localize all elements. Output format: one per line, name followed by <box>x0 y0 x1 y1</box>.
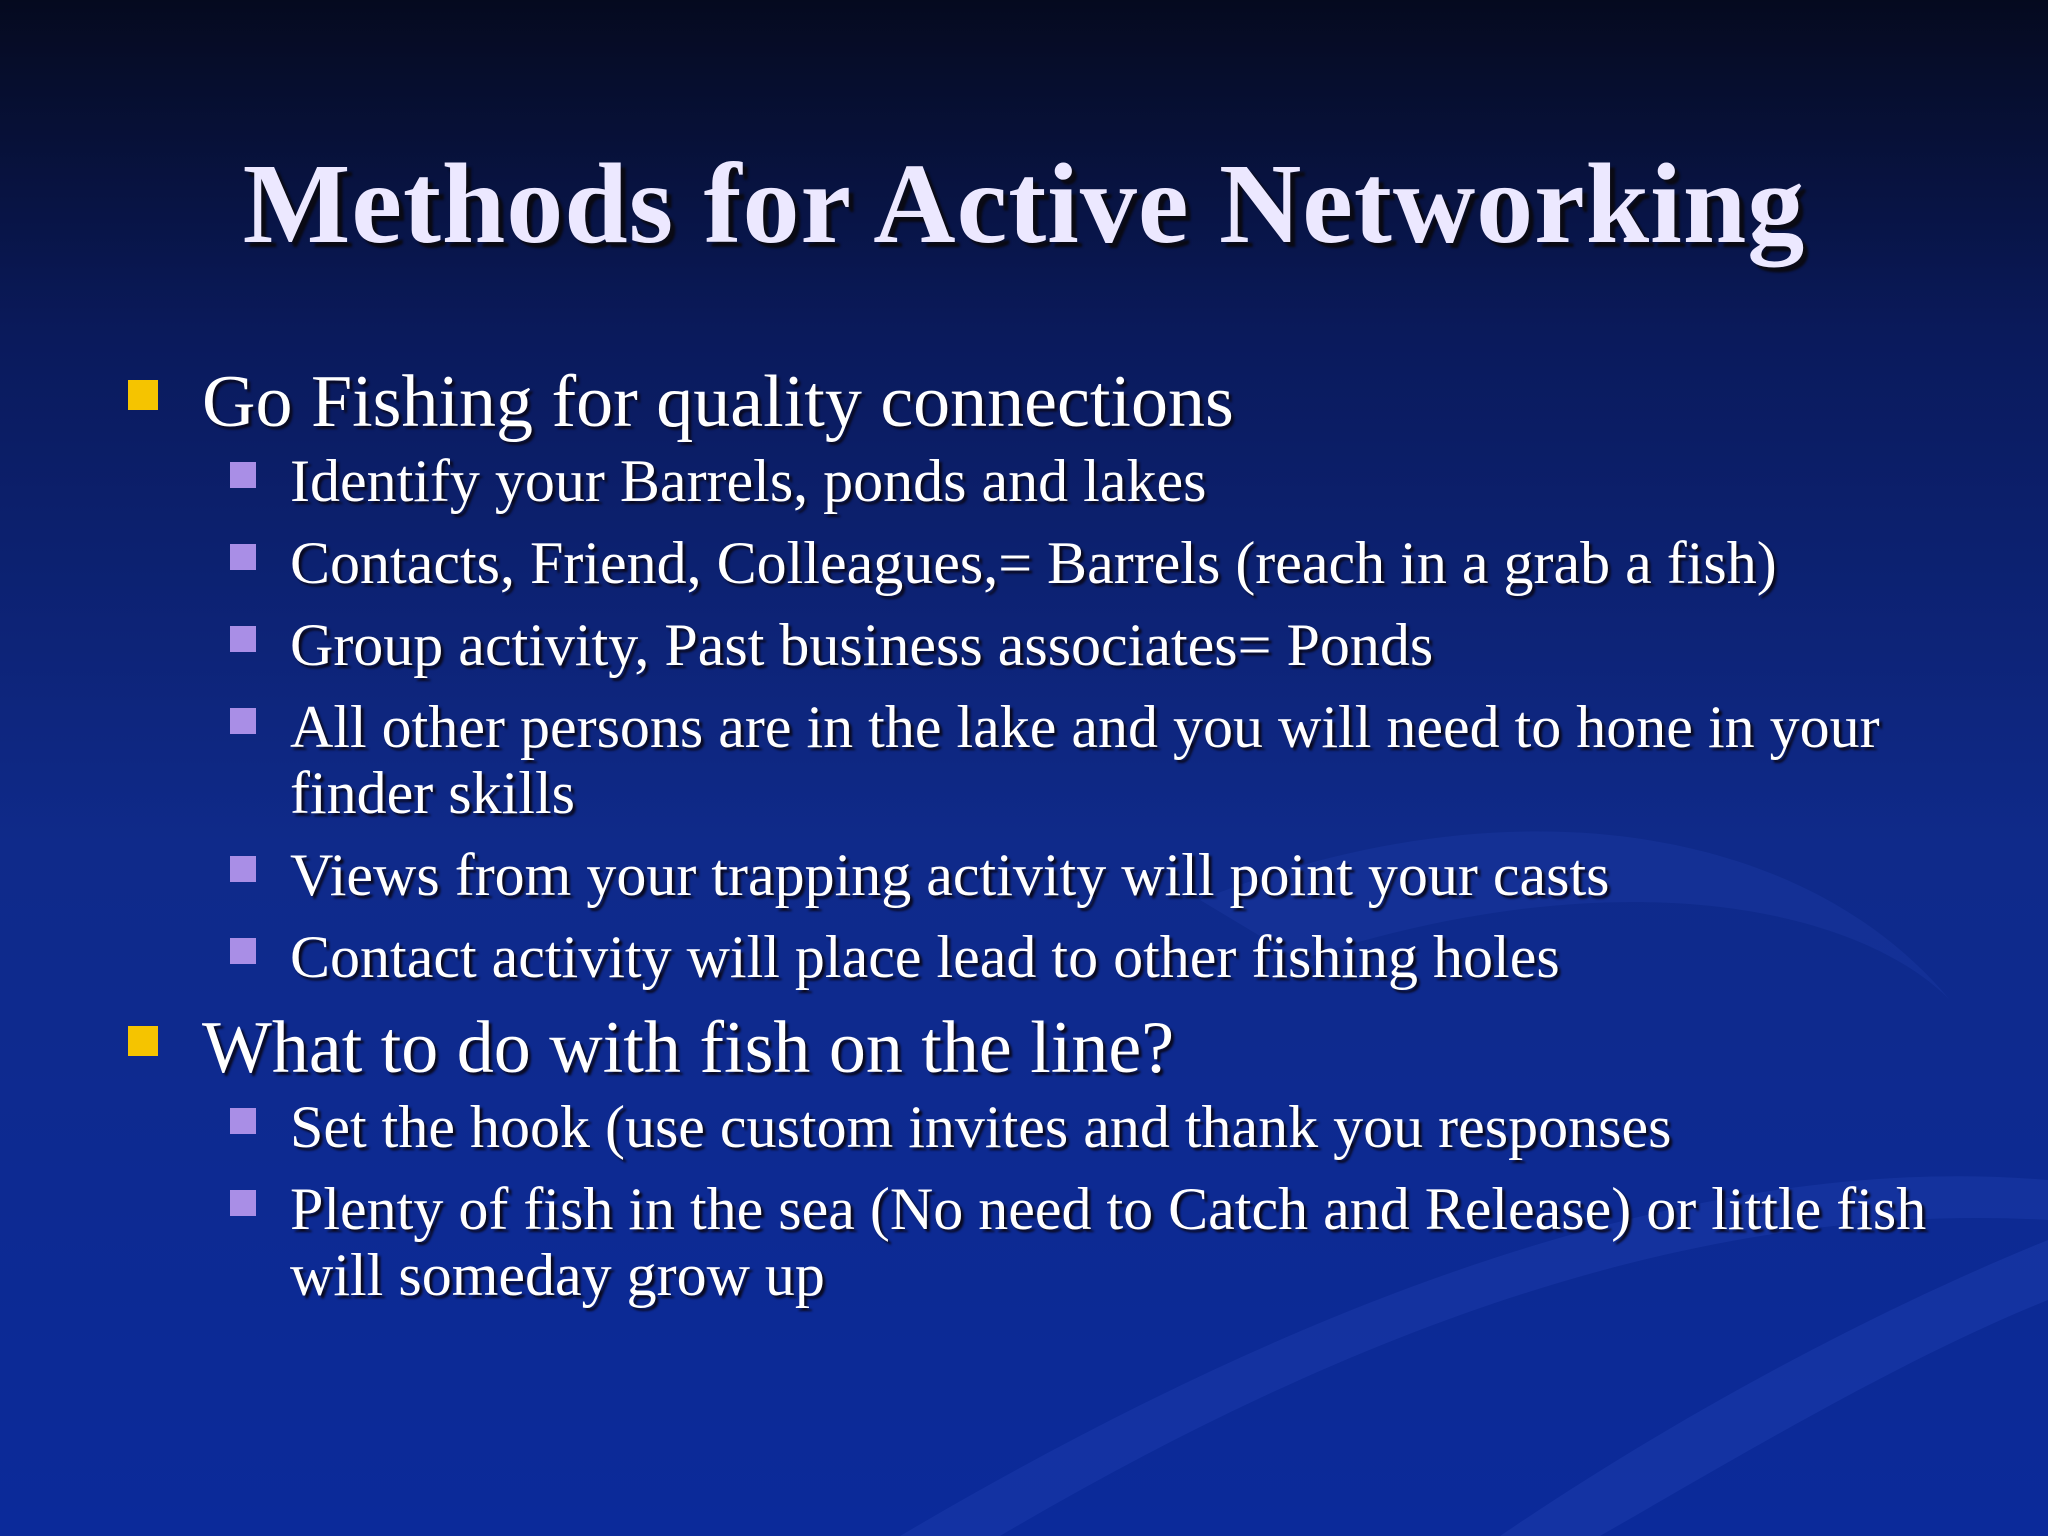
sub-bullet <box>290 612 1940 678</box>
square-bullet-icon <box>230 938 256 964</box>
sub-bullet-text: Views from your trapping activity will point your casts <box>290 842 1610 908</box>
square-bullet-icon <box>230 626 256 652</box>
square-bullet-icon <box>230 856 256 882</box>
sub-bullet <box>290 448 1940 514</box>
bullet-level1 <box>120 1006 1940 1090</box>
bullet-text: What to do with fish on the line? <box>202 1007 1175 1089</box>
sub-bullet-text: Contact activity will place lead to other fishing holes <box>290 924 1560 990</box>
sub-bullet-text: Set the hook (use custom invites and thank you responses <box>290 1094 1672 1160</box>
bullet-list <box>120 360 1940 1324</box>
square-bullet-icon <box>230 708 256 734</box>
bullet-level1 <box>120 360 1940 444</box>
square-bullet-icon <box>230 544 256 570</box>
sub-bullet-text: Contacts, Friend, Colleagues,= Barrels (reach in a grab a fish) <box>290 530 1777 596</box>
sub-bullet-text: Identify your Barrels, ponds and lakes <box>290 448 1207 514</box>
bullet-text: Go Fishing for quality connections <box>202 361 1234 443</box>
sub-bullet <box>290 1094 1940 1160</box>
sub-bullet <box>290 694 1940 826</box>
square-bullet-icon <box>230 1190 256 1216</box>
sub-bullet <box>290 530 1940 596</box>
sub-bullet <box>290 842 1940 908</box>
square-bullet-icon <box>230 1108 256 1134</box>
sub-bullet-text: Plenty of fish in the sea (No need to Catch and Release) or little fish will someday grow up <box>290 1176 1927 1308</box>
sub-bullet-text: All other persons are in the lake and you will need to hone in your finder skills <box>290 694 1880 826</box>
sub-bullet-text: Group activity, Past business associates= Ponds <box>290 612 1434 678</box>
square-bullet-icon <box>230 462 256 488</box>
bullet-group-2 <box>120 1006 1940 1308</box>
sub-bullet <box>290 924 1940 990</box>
bullet-group-1 <box>120 360 1940 990</box>
square-bullet-icon <box>128 1026 158 1056</box>
square-bullet-icon <box>128 380 158 410</box>
slide-title: Methods for Active Networking <box>242 140 1806 267</box>
sub-bullet <box>290 1176 1940 1308</box>
